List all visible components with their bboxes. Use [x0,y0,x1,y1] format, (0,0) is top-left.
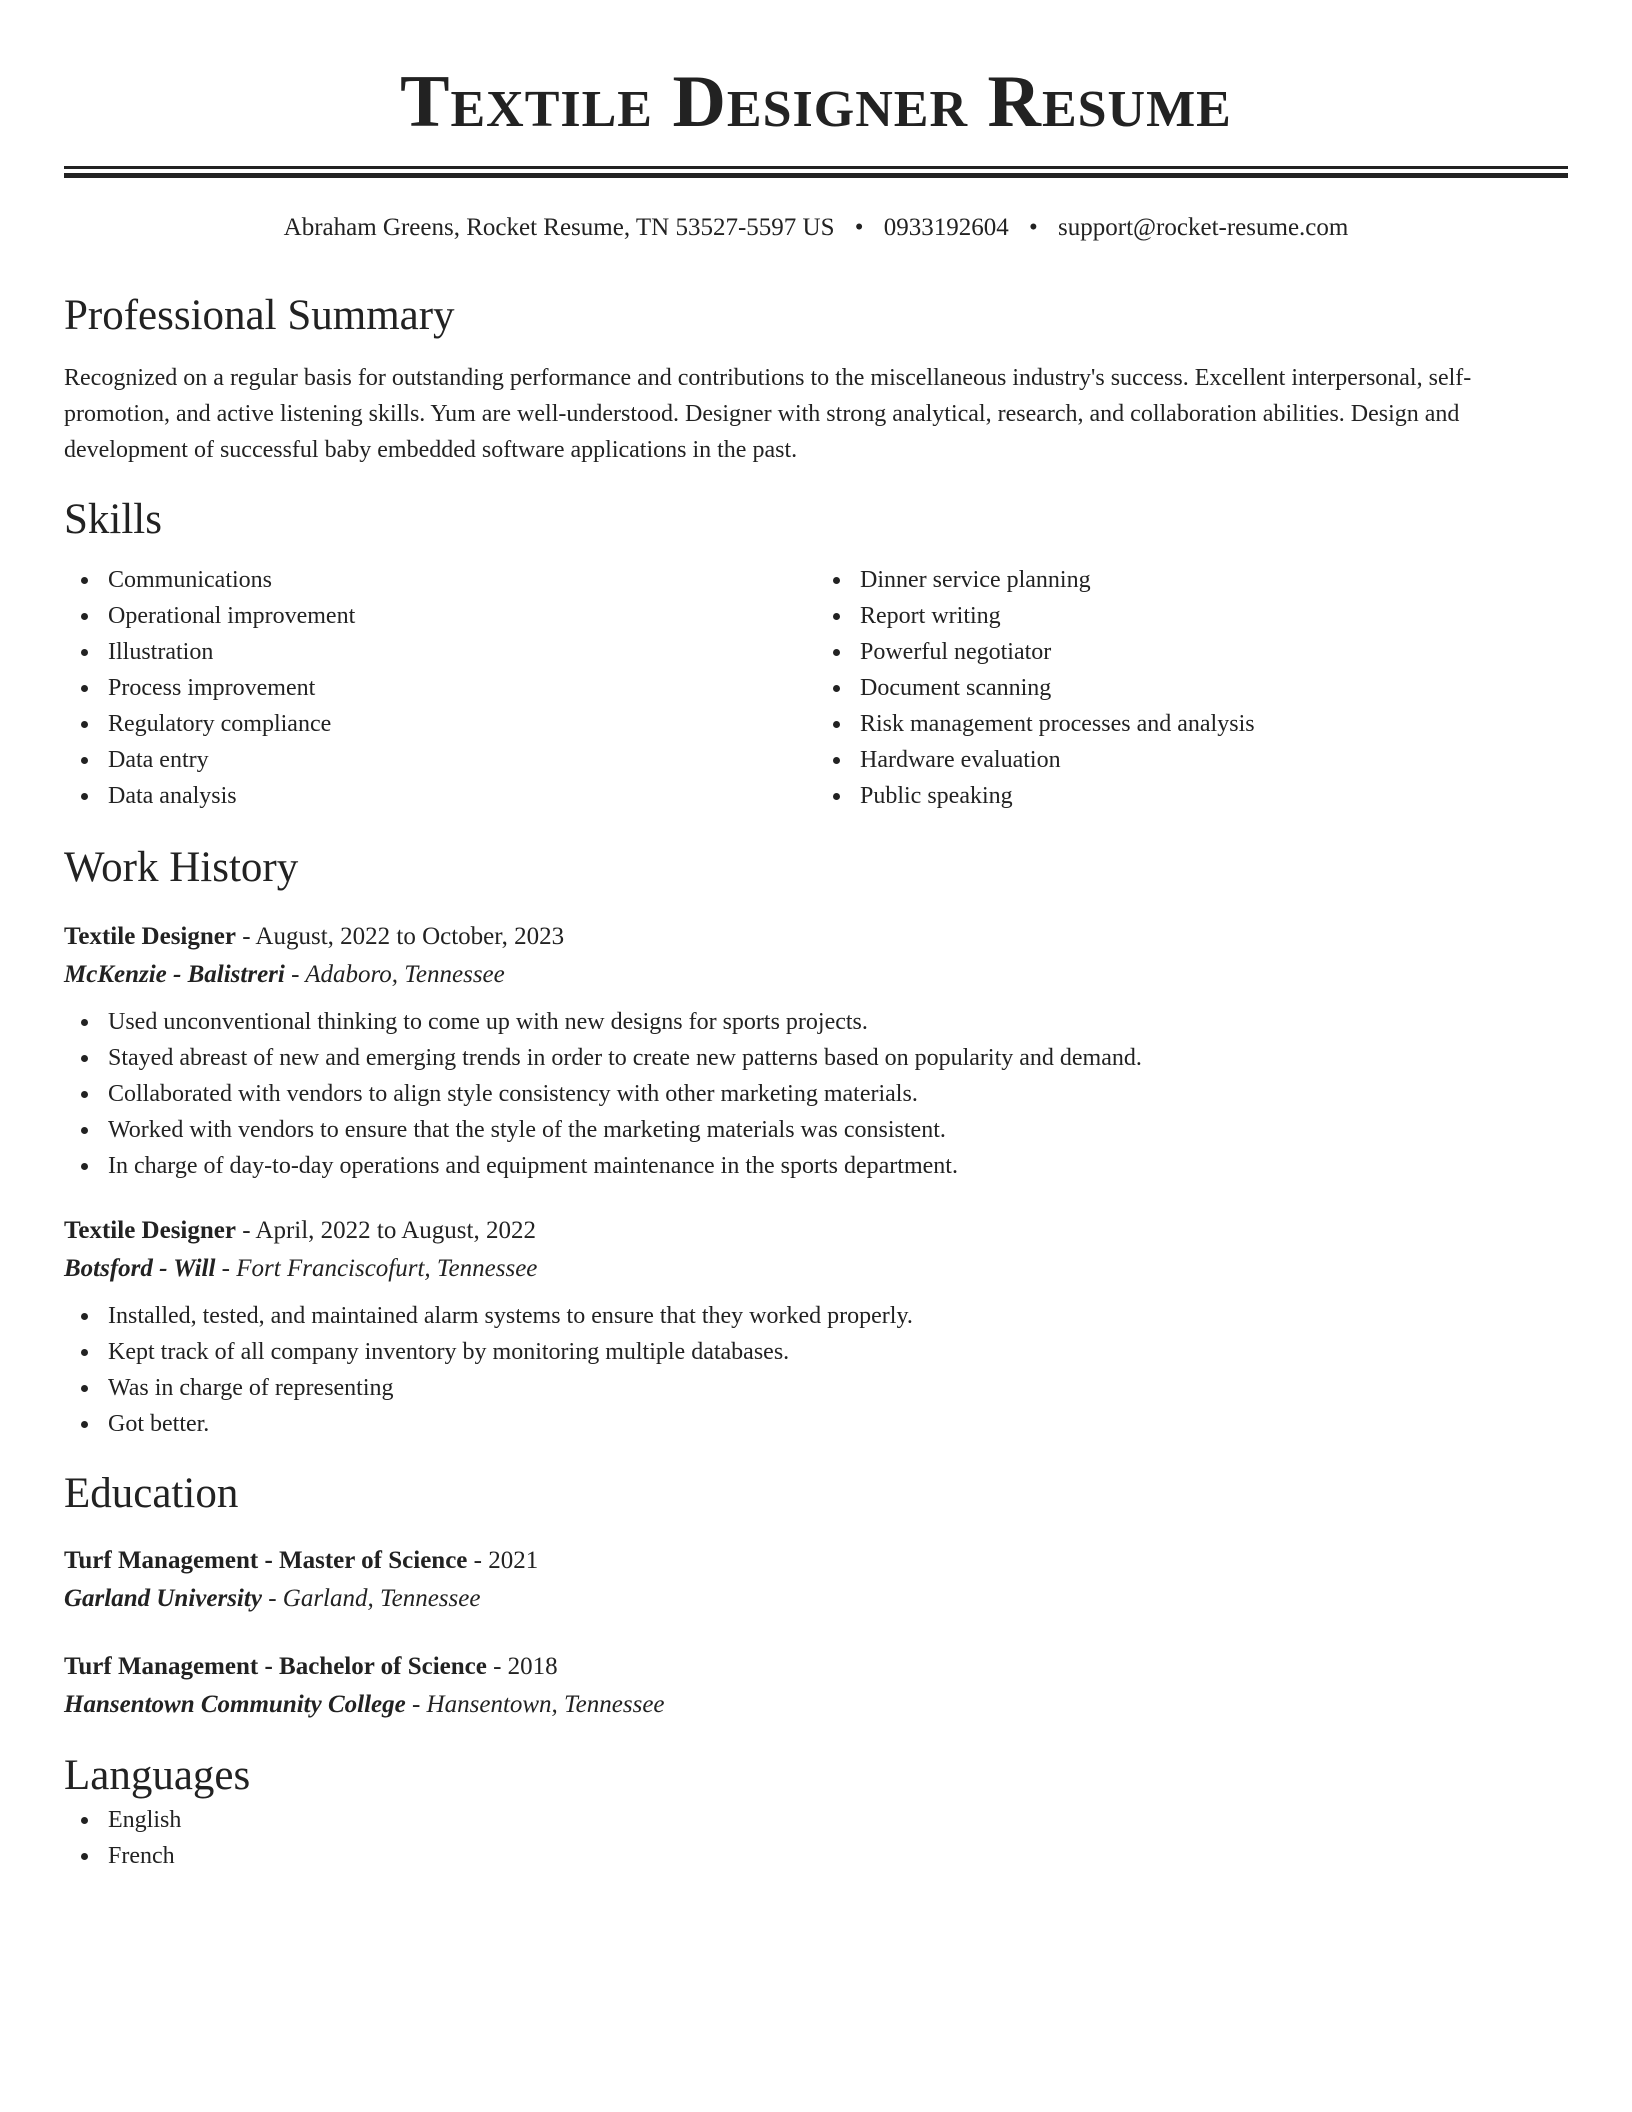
skill-item: Process improvement [108,670,816,706]
school-location: - Hansentown, Tennessee [405,1691,665,1718]
contact-address: Abraham Greens, Rocket Resume, TN 53527-5597 US [283,214,835,241]
job-duty: Used unconventional thinking to come up with new designs for sports projects. [108,1004,1568,1040]
skill-item: Dinner service planning [860,562,1568,598]
degree-name: Turf Management - Master of Science [64,1547,468,1574]
job-duties-list [64,1004,1568,1184]
job-duty: Was in charge of representing [108,1370,1568,1406]
skill-item: Risk management processes and analysis [860,706,1568,742]
degree-name: Turf Management - Bachelor of Science [64,1653,487,1680]
degree-year: - 2021 [467,1547,539,1574]
skill-item: Report writing [860,598,1568,634]
contact-separator: • [1029,214,1038,241]
skills-list-right [816,562,1568,814]
skill-item: Data analysis [108,778,816,814]
job-duty: Collaborated with vendors to align style consistency with other marketing materials. [108,1076,1568,1112]
company-line [64,956,1568,994]
skill-item: Illustration [108,634,816,670]
job-dates: - April, 2022 to August, 2022 [235,1217,536,1244]
skill-item: Regulatory compliance [108,706,816,742]
school-line [64,1580,1568,1618]
job-duty: Got better. [108,1406,1568,1442]
job-title: Textile Designer [64,1217,236,1244]
section-heading-skills: Skills [64,496,162,543]
degree-line [64,1648,1568,1686]
school-name: Hansentown Community College [64,1691,406,1718]
job-duty: In charge of day-to-day operations and equipment maintenance in the sports department. [108,1148,1568,1184]
company-location: - Adaboro, Tennessee [284,961,505,988]
section-heading-education: Education [64,1470,239,1517]
education-entry [64,1542,1568,1618]
page-title: Textile Designer Resume [400,61,1232,143]
job-duty: Stayed abreast of new and emerging trends in order to create new patterns based on popularity and demand. [108,1040,1568,1076]
section-heading-work-history: Work History [64,844,299,891]
language-item: French [108,1838,1568,1874]
education-entry [64,1648,1568,1724]
summary-text: Recognized on a regular basis for outstanding performance and contributions to the miscellaneous industry's success. Excellent interpersonal, self-promotion, and active listening skills. Yum are well-understood. Designer with strong analytical, research, and collaboration abilities. Design and development of successful baby embedded software applications in the past. [64,365,1472,463]
skill-item: Hardware evaluation [860,742,1568,778]
languages-list [64,1802,1568,1874]
school-name: Garland University [64,1585,262,1612]
contact-line [64,212,1568,244]
skills-list-left [64,562,816,814]
language-item: English [108,1802,1568,1838]
title-divider-bottom [64,173,1568,178]
job-duty: Worked with vendors to ensure that the style of the marketing materials was consistent. [108,1112,1568,1148]
job-entry [64,1212,1568,1442]
job-entry [64,918,1568,1184]
section-heading-languages: Languages [64,1752,251,1799]
contact-email: support@rocket-resume.com [1058,214,1349,241]
job-title-line [64,918,1568,956]
job-duty: Kept track of all company inventory by monitoring multiple databases. [108,1334,1568,1370]
job-duties-list [64,1298,1568,1442]
contact-separator: • [854,214,864,241]
contact-phone: 0933192604 [883,214,1009,241]
company-location: - Fort Franciscofurt, Tennessee [215,1255,538,1282]
job-title: Textile Designer [64,923,236,950]
degree-year: - 2018 [486,1653,558,1680]
skills-columns [64,562,1568,814]
section-heading-summary: Professional Summary [64,292,455,339]
job-duty: Installed, tested, and maintained alarm systems to ensure that they worked properly. [108,1298,1568,1334]
company-line [64,1250,1568,1288]
job-dates: - August, 2022 to October, 2023 [235,923,565,950]
title-divider-top [64,166,1568,169]
skill-item: Document scanning [860,670,1568,706]
skill-item: Data entry [108,742,816,778]
job-title-line [64,1212,1568,1250]
skill-item: Powerful negotiator [860,634,1568,670]
school-line [64,1686,1568,1724]
school-location: - Garland, Tennessee [261,1585,481,1612]
skill-item: Communications [108,562,816,598]
skill-item: Public speaking [860,778,1568,814]
company-name: McKenzie - Balistreri [64,961,285,988]
company-name: Botsford - Will [64,1255,216,1282]
skill-item: Operational improvement [108,598,816,634]
degree-line [64,1542,1568,1580]
